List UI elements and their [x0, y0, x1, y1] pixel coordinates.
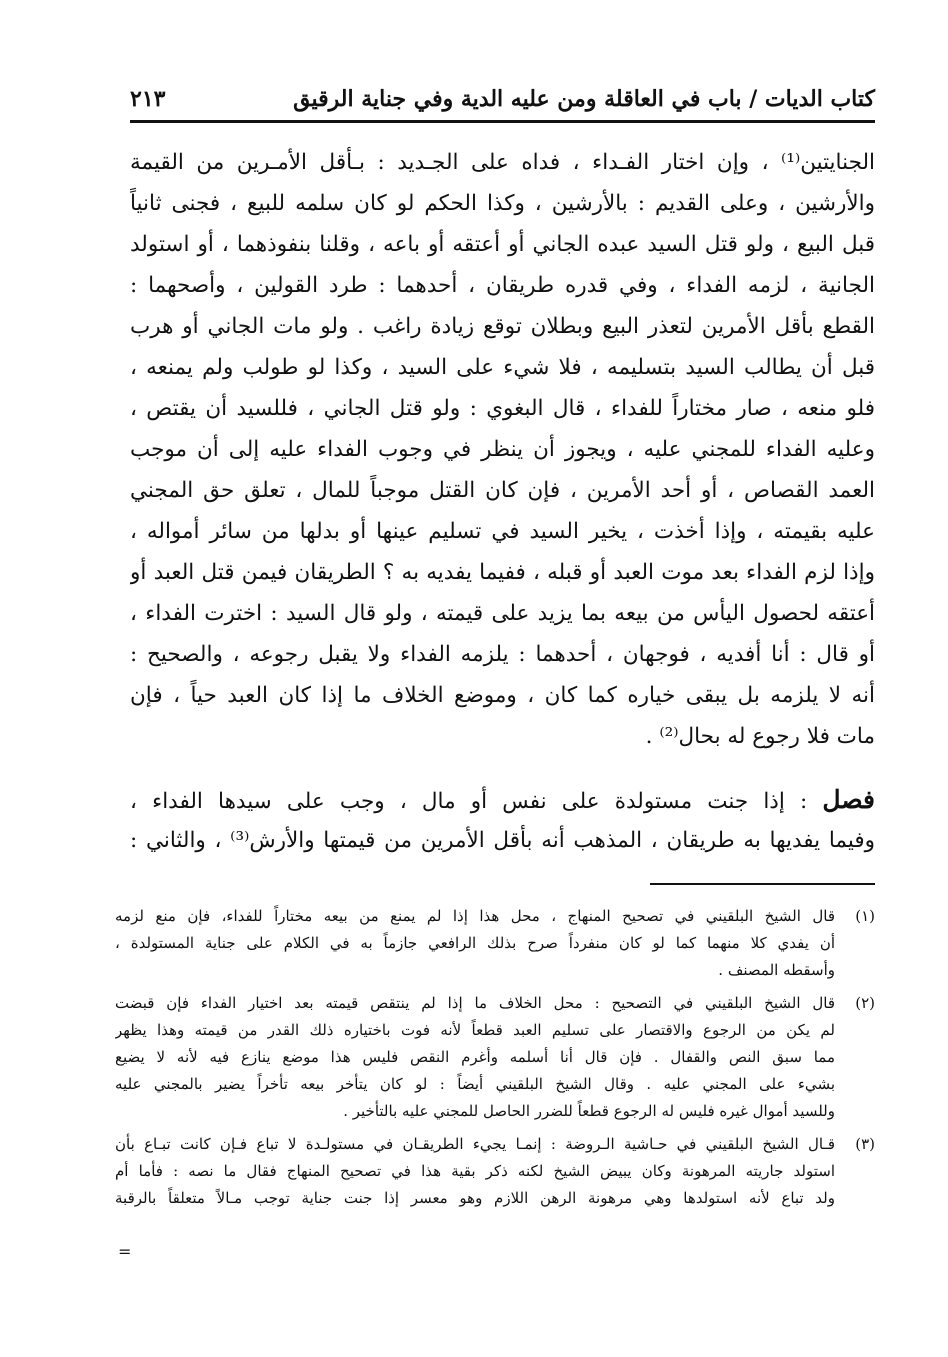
text-line: فلو منعه ، صار مختاراً للفداء ، قال البغوي : ولو قتل الجاني ، فللسيد أن يقتص ، [130, 396, 875, 421]
footnote-line: وأسقطه المصنف . [718, 961, 835, 979]
section-heading-fasl: فصل [822, 785, 875, 814]
text-line: عليه بقيمته ، وإذا أخذت ، يخير السيد في تسليم عينها أو بدلها من سائر أمواله ، [130, 519, 875, 544]
footnote-number: (٣) [855, 1135, 875, 1153]
text-line: القطع بأقل الأمرين لتعذر البيع وبطلان توقع زيادة راغب . ولو مات الجاني أو هرب [130, 314, 875, 339]
text-line: وإذا لزم الفداء بعد موت العبد أو قبله ، ففيما يفديه به ؟ الطريقان فيمن قتل العبد أو [130, 560, 875, 585]
text-line: العمد القصاص ، أو أحد الأمرين ، فإن كان القتل موجباً للمال ، تعلق حق المجني [130, 478, 875, 503]
footnote-line: قال الشيخ البلقيني في التصحيح : محل الخلاف ما إذا لم ينتقص قيمته بعد اختيار الفداء فإن قبضت [115, 994, 835, 1012]
footnote-line: مما سبق النص والقفال . فإن قال أنا أسلمه وأغرم النقص فليس هذا موضع ينازع فيه لأنه لا يضيع [115, 1048, 835, 1066]
text-line: قبل البيع ، ولو قتل السيد عبده الجاني أو أعتقه أو باعه ، وقلنا بنفوذهما ، أو استولد [130, 232, 875, 257]
footnotes [115, 903, 875, 1218]
footnote [115, 903, 875, 984]
text-line: وفيما يفديها به طريقان ، المذهب أنه بأقل الأمرين من قيمتها والأرش⁽³⁾ ، والثاني : [130, 828, 875, 853]
main-text [130, 142, 875, 861]
running-header [130, 82, 875, 116]
footnote-line: لم يكن من الرجوع والاقتصار على تسليم العبد قطعاً لأنه فوت باختياره ذلك القدر من قيمته وهذا يظهر [115, 1021, 835, 1039]
header-rule [130, 120, 875, 123]
page-number: ٢١٣ [130, 86, 166, 112]
text-line: قبل أن يطالب السيد بتسليمه ، فلا شيء على السيد ، وكذا لو طولب ولم يمنعه ، [130, 355, 875, 380]
footnote-body [115, 990, 835, 1125]
text-line-fasl [130, 779, 875, 820]
text-line: أعتقه لحصول اليأس من بيعه بما يزيد على قيمته ، ولو قال السيد : اخترت الفداء ، [130, 601, 875, 626]
text-line: والأرشين ، وعلى القديم : بالأرشين ، وكذا الحكم لو كان سلمه للبيع ، فجنى ثانياً [130, 191, 875, 216]
paragraph-gap [130, 757, 875, 779]
footnote-separator [650, 883, 875, 885]
footnote-line: وللسيد أموال غيره فليس له الرجوع قطعاً للضرر الحاصل للمجني عليه بالتأخير . [343, 1102, 835, 1120]
continuation-mark: = [118, 1242, 132, 1261]
footnote-body [115, 1131, 835, 1212]
footnote-body [115, 903, 835, 984]
footnote-line: أن يفدي كلا منهما كما لو كان منفرداً صرح بذلك الرافعي جازماً به في الكلام على جناية المستولدة ، [115, 934, 835, 952]
footnote [115, 990, 875, 1125]
text-line: وعليه الفداء للمجني عليه ، ويجوز أن ينظر في وجوب الفداء عليه إلى أن موجب [130, 437, 875, 462]
text-line: الجانية ، لزمه الفداء ، وفي قدره طريقان ، أحدهما : طرد القولين ، وأصحهما : [130, 273, 875, 298]
text-line: أنه لا يلزمه بل يبقى خياره كما كان ، وموضع الخلاف ما إذا كان العبد حياً ، فإن [130, 683, 875, 708]
header-title: كتاب الديات / باب في العاقلة ومن عليه الدية وفي جناية الرقيق [293, 86, 875, 112]
text-line: مات فلا رجوع له بحال⁽²⁾ . [645, 724, 875, 749]
footnote [115, 1131, 875, 1212]
text-line: أو قال : أنا أفديه ، فوجهان ، أحدهما : يلزمه الفداء ولا يقبل رجوعه ، والصحيح : [130, 642, 875, 667]
footnote-line: ولد تباع لأنه استولدها وهي مرهونة الرهن اللازم وهو معسر إذا جنت جناية توجب مـالاً متعلقاً بالرقبة [115, 1189, 835, 1207]
footnote-line: قال الشيخ البلقيني في تصحيح المنهاج ، محل هذا إذا لم يمنع من بيعه مختاراً للفداء، فإن منع لزمه [115, 907, 835, 925]
footnote-line: استولد جاريته المرهونة وكان يبيض الشيخ لكنه ذكر بقية هذا في تصحيح المنهاج فقال ما نصه : فأما أم [115, 1162, 835, 1180]
text-line: الجنايتين⁽¹⁾ ، وإن اختار الفـداء ، فداه على الجـديد : بـأقل الأمـرين من القيمة [130, 150, 875, 175]
footnote-line: قـال الشيخ البلقيني في حـاشية الـروضة : إنمـا يجيء الطريقـان في مستولـدة لا تباع فـإن كانت تبـاع بأن [115, 1135, 835, 1153]
footnote-number: (١) [855, 907, 875, 925]
text-segment: : إذا جنت مستولدة على نفس أو مال ، وجب على سيدها الفداء ، [130, 789, 823, 814]
footnote-line: بشيء على المجني عليه . وقال الشيخ البلقيني أيضاً : لو كان يتأخر بيعه تأخراً يضير بالمجني عليه [115, 1075, 835, 1093]
footnote-number: (٢) [855, 994, 875, 1012]
